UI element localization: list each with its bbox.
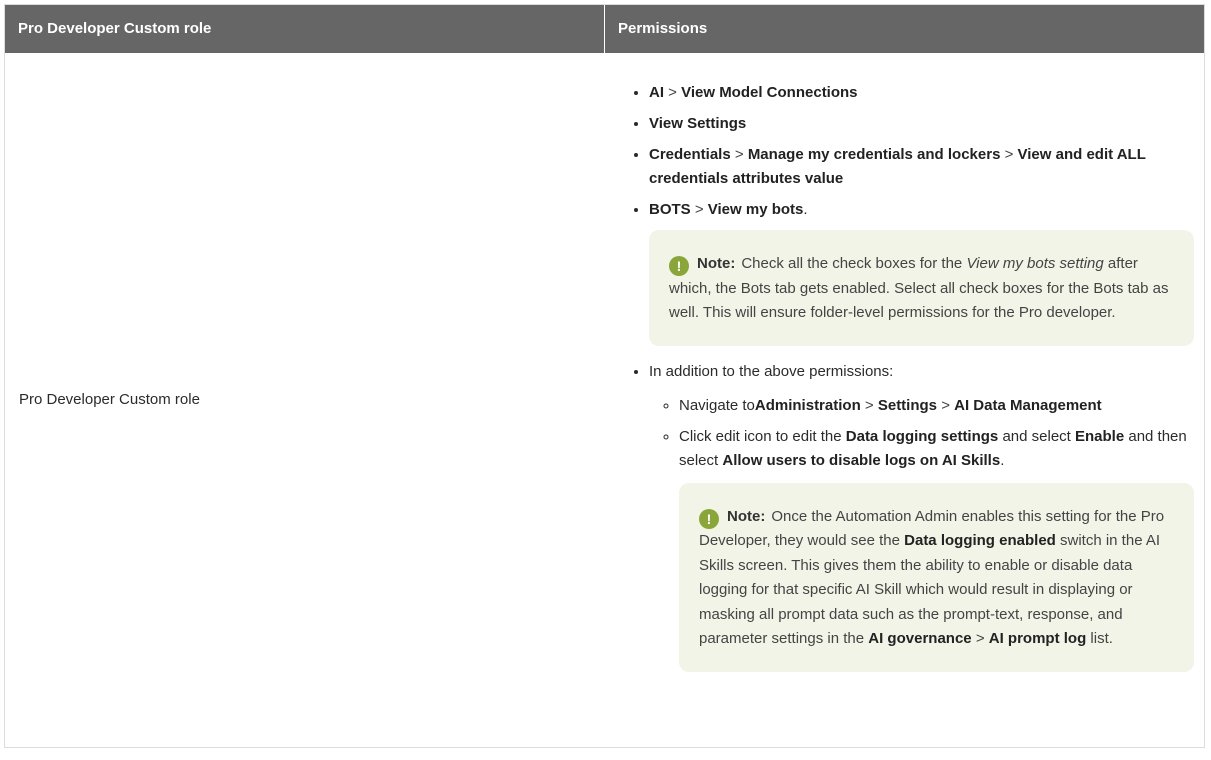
note-box	[649, 230, 1194, 346]
header-role: Pro Developer Custom role	[5, 5, 605, 53]
allow-disable-logs-option: Allow users to disable logs on AI Skills	[722, 451, 1001, 469]
path-separator: >	[975, 630, 985, 647]
sub-text: and select	[998, 427, 1075, 445]
sub-text: Navigate to	[679, 396, 755, 414]
permissions-cell	[629, 81, 1194, 679]
exclamation-circle-icon: !	[699, 509, 719, 529]
note-label: Note:	[727, 507, 766, 525]
note-text: Check all the check boxes for the	[741, 255, 967, 272]
note-text: switch in the AI Skills screen. This gives them the ability to enable or disable data logging for that specific AI Skill which would result in displaying or masking all prompt data such as the prompt-text, response, and parameter settings in the	[699, 532, 1161, 647]
period: .	[1000, 451, 1005, 469]
permissions-table	[4, 4, 1205, 748]
note-text: after which, the Bots tab gets enabled. Select all check boxes for the Bots tab as well. This will ensure folder-level permissions for the Pro developer.	[669, 255, 1169, 321]
sub-text: and then select	[679, 427, 1187, 469]
header-permissions: Permissions	[618, 20, 708, 37]
column-divider	[605, 53, 606, 747]
ai-governance: AI governance	[868, 630, 972, 647]
perm-credentials: Credentials	[649, 146, 731, 163]
path-separator: >	[1004, 146, 1014, 163]
perm-manage-credentials: Manage my credentials and lockers	[747, 146, 1001, 163]
nav-settings: Settings	[877, 396, 938, 414]
note-box	[679, 483, 1194, 672]
data-logging-settings: Data logging settings	[845, 427, 999, 445]
perm-view-my-bots: View my bots	[707, 201, 804, 218]
data-logging-enabled: Data logging enabled	[904, 532, 1056, 549]
note-label: Note:	[697, 255, 736, 272]
ai-prompt-log: AI prompt log	[988, 630, 1087, 647]
note-text: list.	[1086, 630, 1113, 647]
exclamation-circle-icon: !	[669, 256, 689, 276]
note-emphasis: View my bots setting	[966, 255, 1104, 272]
perm-view-settings: View Settings	[649, 115, 747, 132]
sub-list-item	[679, 425, 1194, 672]
list-item	[649, 143, 1194, 191]
list-item	[649, 81, 1194, 105]
permissions-list	[629, 81, 1194, 672]
path-separator: >	[668, 84, 677, 101]
role-cell: Pro Developer Custom role	[19, 391, 200, 408]
note-text: Once the Automation Admin enables this setting for the Pro Developer, they would see the	[699, 507, 1165, 549]
sub-text: Click edit icon to edit the	[679, 427, 846, 445]
list-item	[649, 198, 1194, 346]
path-separator: >	[694, 201, 704, 218]
list-item	[649, 112, 1194, 136]
table-header	[5, 5, 1204, 53]
sub-list	[649, 394, 1194, 672]
path-separator: >	[864, 396, 874, 414]
enable-option: Enable	[1075, 427, 1125, 445]
period: .	[803, 201, 808, 218]
perm-view-edit-credentials: View and edit ALL credentials attributes value	[649, 146, 1146, 187]
additional-permissions-text: In addition to the above permissions:	[649, 362, 894, 380]
perm-ai: AI	[649, 84, 664, 101]
path-separator: >	[941, 396, 950, 414]
perm-view-model-connections: View Model Connections	[681, 84, 858, 101]
perm-bots: BOTS	[649, 201, 691, 218]
nav-ai-data-management: AI Data Management	[954, 396, 1102, 414]
list-item	[649, 360, 1194, 672]
nav-administration: Administration	[754, 396, 861, 414]
path-separator: >	[734, 146, 744, 163]
sub-list-item	[679, 394, 1194, 418]
